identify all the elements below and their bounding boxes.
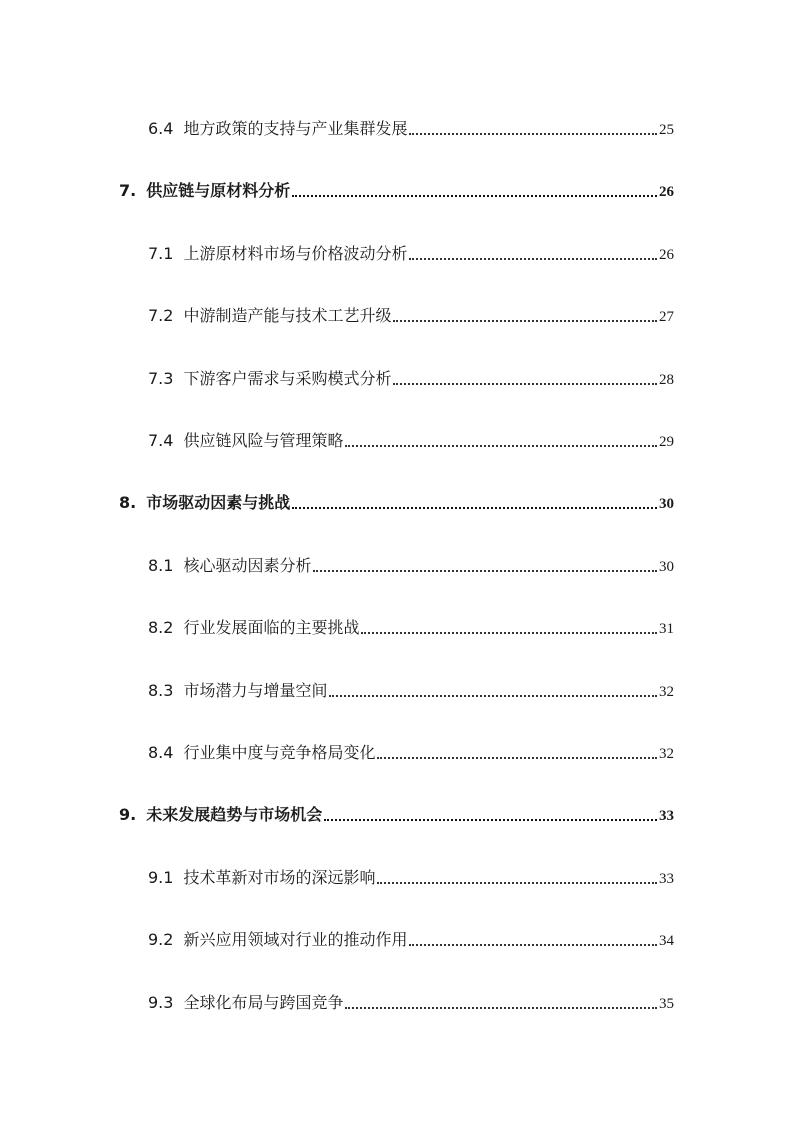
toc-entry-7-3[interactable]: [148, 366, 674, 392]
toc-entry-page: 25: [659, 122, 674, 138]
toc-entry-title: 市场潜力与增量空间: [183, 681, 328, 700]
toc-entry-number: 7.1: [148, 244, 174, 263]
toc-entry-page: 30: [659, 559, 674, 575]
dot-leader: [393, 319, 657, 322]
toc-entry-title: 下游客户需求与采购模式分析: [183, 369, 392, 388]
toc-entry-8[interactable]: [119, 490, 674, 516]
toc-entry-page: 26: [659, 247, 674, 263]
toc-entry-9-2[interactable]: [148, 927, 674, 953]
toc-entry-title: 供应链风险与管理策略: [183, 431, 344, 450]
dot-leader: [377, 756, 657, 759]
toc-entry-title: 未来发展趋势与市场机会: [146, 805, 323, 824]
dot-leader: [361, 631, 657, 634]
toc-entry-7-2[interactable]: [148, 303, 674, 329]
toc-entry-number: 8.3: [148, 681, 174, 700]
toc-entry-number: 7.3: [148, 369, 174, 388]
toc-entry-page: 34: [659, 933, 674, 949]
toc-entry-title: 市场驱动因素与挑战: [146, 493, 291, 512]
toc-entry-9-3[interactable]: [148, 990, 674, 1016]
dot-leader: [345, 1006, 657, 1009]
dot-leader: [409, 943, 657, 946]
toc-entry-number: 9.: [119, 805, 137, 824]
toc-entry-title: 地方政策的支持与产业集群发展: [183, 119, 408, 138]
toc-entry-page: 29: [659, 434, 674, 450]
dot-leader: [324, 818, 657, 821]
toc-entry-page: 33: [659, 871, 674, 887]
toc-entry-8-4[interactable]: [148, 740, 674, 766]
toc-entry-8-2[interactable]: [148, 615, 674, 641]
toc-entry-page: 31: [659, 621, 674, 637]
toc-entry-number: 7.4: [148, 431, 174, 450]
toc-entry-page: 32: [659, 746, 674, 762]
dot-leader: [329, 694, 657, 697]
dot-leader: [292, 506, 657, 509]
toc-entry-title: 中游制造产能与技术工艺升级: [183, 306, 392, 325]
toc-entry-number: 8.4: [148, 743, 174, 762]
toc-entry-page: 30: [659, 496, 674, 512]
toc-entry-page: 32: [659, 684, 674, 700]
toc-entry-page: 35: [659, 996, 674, 1012]
dot-leader: [345, 444, 657, 447]
toc-entry-number: 8.2: [148, 618, 174, 637]
toc-entry-7[interactable]: [119, 178, 674, 204]
toc-entry-9[interactable]: [119, 802, 674, 828]
toc-entry-number: 8.: [119, 493, 137, 512]
toc-entry-number: 6.4: [148, 119, 174, 138]
dot-leader: [292, 194, 657, 197]
toc-entry-page: 26: [659, 184, 674, 200]
toc-entry-number: 9.2: [148, 930, 174, 949]
toc-entry-title: 全球化布局与跨国竞争: [183, 993, 344, 1012]
toc-entry-number: 7.: [119, 181, 137, 200]
dot-leader: [377, 881, 657, 884]
toc-entry-7-4[interactable]: [148, 428, 674, 454]
dot-leader: [409, 257, 657, 260]
dot-leader: [313, 569, 657, 572]
toc-entry-number: 9.1: [148, 868, 174, 887]
dot-leader: [393, 382, 657, 385]
toc-entry-title: 上游原材料市场与价格波动分析: [183, 244, 408, 263]
toc-entry-title: 新兴应用领域对行业的推动作用: [183, 930, 408, 949]
toc-entry-page: 28: [659, 372, 674, 388]
toc-entry-number: 9.3: [148, 993, 174, 1012]
toc-entry-7-1[interactable]: [148, 241, 674, 267]
toc-entry-page: 27: [659, 309, 674, 325]
toc-entry-title: 核心驱动因素分析: [183, 556, 312, 575]
toc-entry-title: 行业集中度与竞争格局变化: [183, 743, 376, 762]
toc-entry-8-3[interactable]: [148, 678, 674, 704]
toc-entry-8-1[interactable]: [148, 553, 674, 579]
toc-entry-title: 技术革新对市场的深远影响: [183, 868, 376, 887]
toc-entry-number: 8.1: [148, 556, 174, 575]
toc-entry-number: 7.2: [148, 306, 174, 325]
toc-entry-title: 行业发展面临的主要挑战: [183, 618, 360, 637]
toc-entry-page: 33: [659, 808, 674, 824]
dot-leader: [409, 132, 657, 135]
toc-entry-9-1[interactable]: [148, 865, 674, 891]
toc-entry-title: 供应链与原材料分析: [146, 181, 291, 200]
toc-entry-6-4[interactable]: [148, 116, 674, 142]
